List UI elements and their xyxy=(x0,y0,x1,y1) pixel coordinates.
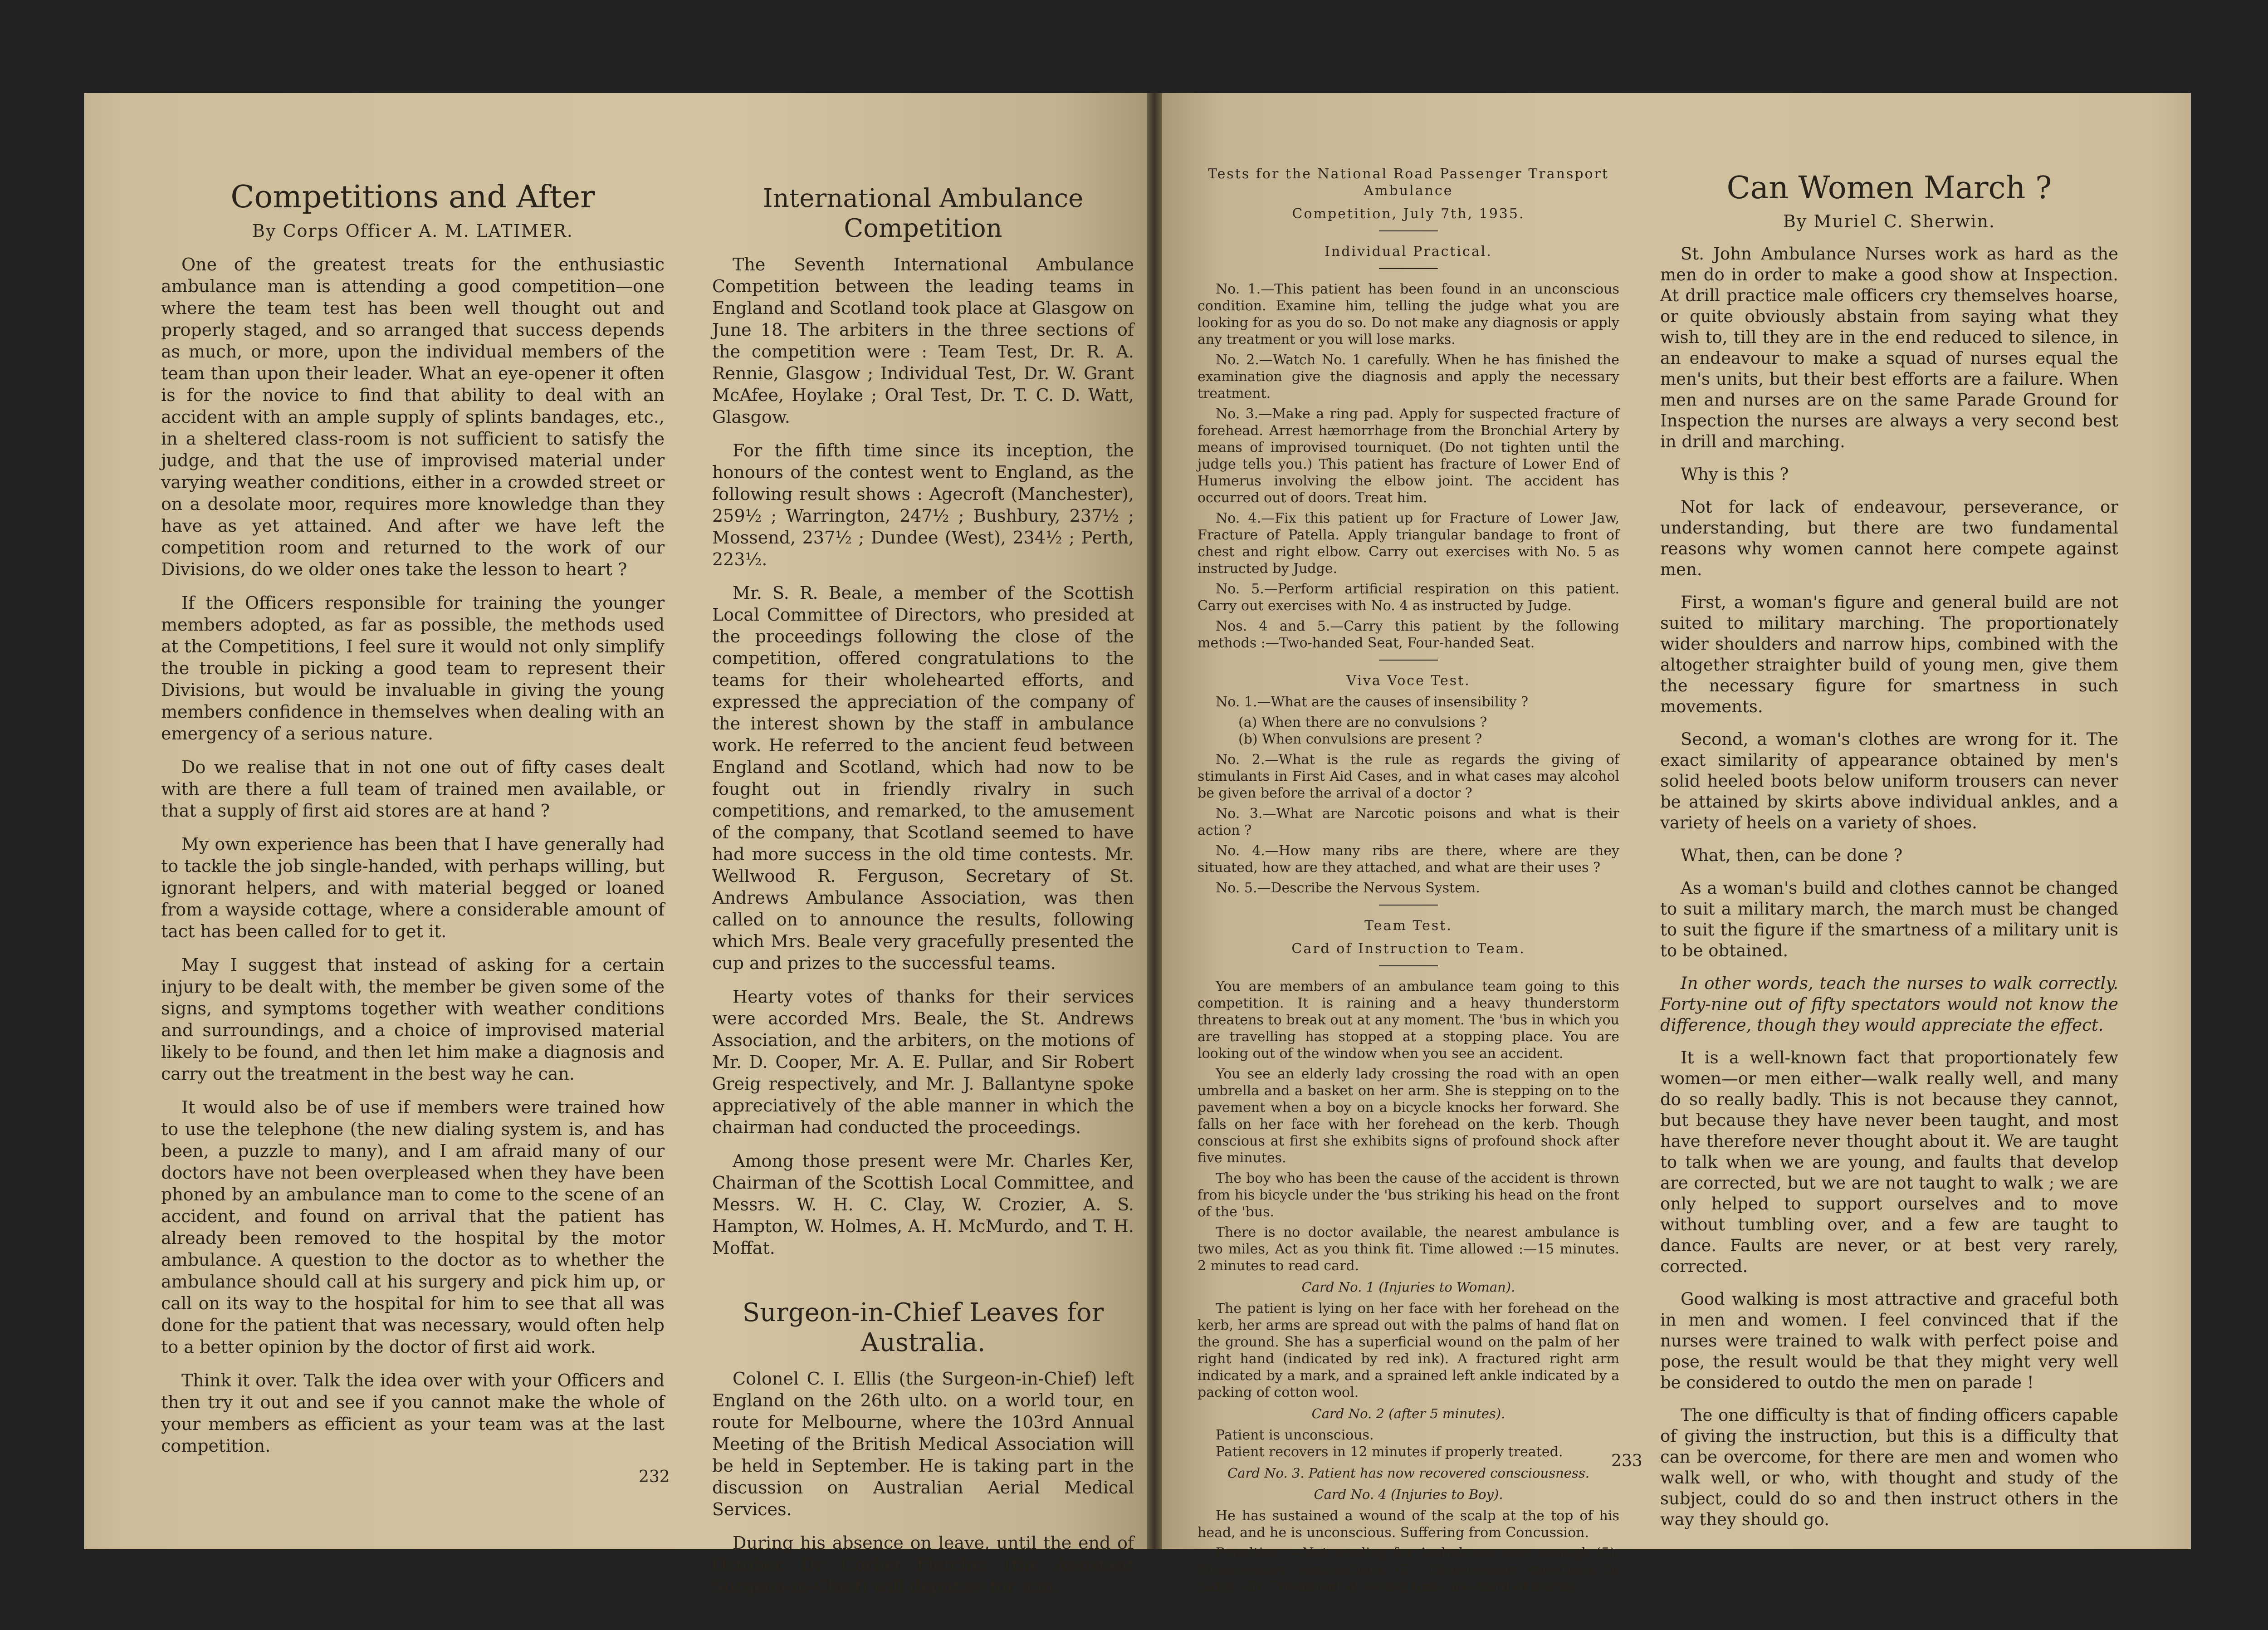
paragraph: If the Officers responsible for training the younger members adopted, as far as possible, the methods used at the Competitions, I feel sure it would not only simplify the trouble in picking a good team to represent their Divisions, but would be invaluable in giving the young members confidence in themselves when dealing with an emergency of a serious nature. xyxy=(161,593,665,744)
paragraph: May I suggest that instead of asking for a certain injury to be dealt with, the member be given some of the signs, and symptoms together with weather conditions and surroundings, and a choice of improvised material likely to be found, and then let him make a diagnosis and carry out the treatment in the best way he can. xyxy=(161,955,665,1084)
test-item: (b) When convulsions are present ? xyxy=(1238,731,1482,747)
paragraph: It would also be of use if members were trained how to use the telephone (the new dialing system is, and has been, a puzzle to many), and I am afraid many of our doctors have not been overpleased when they have been phoned by an ambulance man to come to the scene of an accident, and found on arrival that the patient has already been removed to the hospital by the motor ambulance. A question to the doctor as to whether the ambulance should call at his surgery and pick him up, or call on its way to the hospital for him to see that all was done for the patient that was necessary, would often help to a better opinion by the doctor of first aid work. xyxy=(161,1097,665,1357)
team-paragraph: The boy who has been the cause of the accident is thrown from his bicycle under the 'bus striking his head on the front of the 'bus. xyxy=(1198,1170,1619,1220)
test-item: No. 4.—How many ribs are there, where are they situated, how are they attached, and what are their uses ? xyxy=(1198,843,1619,876)
team-paragraph: There is no doctor available, the nearest ambulance is two miles, Act as you think fit. Time allowed :—15 minutes. 2 minutes to read card. xyxy=(1198,1224,1619,1274)
paragraph: The one difficulty is that of finding officers capable of giving the instruction, but this is a difficulty that can be overcome, for there are men and women who walk well, or who, with thought and study of the subject, could do so and then instruct others in the way they should go. xyxy=(1660,1405,2118,1529)
test-item: No. 4.—Fix this patient up for Fracture of Lower Jaw, Fracture of Patella. Apply triangular bandage to front of chest and right elbow. Carry out exercises with No. 5 as instructed by Judge. xyxy=(1198,510,1619,577)
article-title: International Ambulance Competition xyxy=(763,184,1084,243)
divider xyxy=(1379,905,1438,906)
competition-tests xyxy=(1198,166,1619,1599)
test-item: No. 5.—Describe the Nervous System. xyxy=(1216,880,1480,896)
card-heading: Card No. 2 (after 5 minutes). xyxy=(1311,1406,1505,1421)
card-heading: Card No. 4 (Injuries to Boy). xyxy=(1314,1487,1503,1502)
paragraph: Do we realise that in not one out of fifty cases dealt with are there a full team of trained men available, or that a supply of first aid stores are at hand ? xyxy=(161,757,665,821)
paragraph: My own experience has been that I have generally had to tackle the job single-handed, with perhaps willing, but ignorant helpers, and with material begged or loaned from a wayside cottage, where a considerable amount of tact has been called for to get it. xyxy=(161,834,665,941)
paragraph: During his absence on leave, until the end of October, Dr. Corbet Fletcher (the Assistant Surgeon-in-Chief) will deputise for him. xyxy=(712,1533,1134,1596)
paragraph: What, then, can be done ? xyxy=(1681,846,1903,865)
article-byline: By Muriel C. Sherwin. xyxy=(1783,211,1996,231)
section-subheading: Card of Instruction to Team. xyxy=(1291,941,1525,957)
section-heading: Individual Practical. xyxy=(1325,244,1492,259)
paragraph: Colonel C. I. Ellis (the Surgeon-in-Chief) left England on the 26th ulto. on a world tour, en route for Melbourne, where the 103rd Annual Meeting of the British Medical Association will be held in September. He is taking part in the discussion on Australian Aerial Medical Services. xyxy=(712,1369,1134,1519)
divider xyxy=(1379,268,1438,269)
italic-paragraph: In other words, teach the nurses to walk correctly. Forty-nine out of fifty spectators would not know the difference, though they would appreciate the effect. xyxy=(1660,974,2118,1035)
divider xyxy=(1379,230,1438,231)
card-heading: Card No. 1 (Injuries to Woman). xyxy=(1301,1279,1515,1295)
test-item: No. 1.—What are the causes of insensibility ? xyxy=(1216,694,1529,710)
section-heading: Viva Voce Test. xyxy=(1346,673,1471,689)
test-item: No. 3.—Make a ring pad. Apply for suspected fracture of forehead. Arrest hæmorrhage from the Bronchial Artery by means of improvised tourniquet. (Do not tighten until the judge tells you.) This patient has fracture of Lower End of Humerus involving the elbow joint. The accident has occurred out of doors. Treat him. xyxy=(1198,406,1619,506)
penalties-text: Penalties :—Not sending for Ambulance soon enough (5). Unnecessary explanations (5). Unnecessary questions to Judge (5). Treatment of wrong limb one-third of marks. xyxy=(1198,1545,1619,1595)
article-title: Surgeon-in-Chief Leaves for Australia. xyxy=(742,1298,1104,1357)
article-title: Can Women March ? xyxy=(1726,170,2052,206)
paragraph: Among those present were Mr. Charles Ker, Chairman of the Scottish Local Committee, and Messrs. W. H. C. Clay, W. Crozier, A. S. Hampton, W. Holmes, A. H. McMurdo, and T. H. Moffat. xyxy=(712,1151,1134,1258)
test-item: (a) When there are no convulsions ? xyxy=(1238,715,1487,730)
divider xyxy=(1379,660,1438,661)
section-heading: Team Test. xyxy=(1364,918,1452,934)
team-paragraph: You see an elderly lady crossing the road with an open umbrella and a basket on her arm. She is stepping on to the pavement when a boy on a bicycle knocks her forward. She falls on her face with her forehead on the kerb. Though conscious at first she exhibits signs of profound shock after five minutes. xyxy=(1198,1066,1619,1166)
article-byline: By Corps Officer A. M. LATIMER. xyxy=(252,221,573,241)
test-item: No. 3.—What are Narcotic poisons and what is their action ? xyxy=(1198,806,1619,838)
paragraph: It is a well-known fact that proportionately few women—or men either—walk really well, and many do so really badly. This is not because they cannot, but because they have never been taught, and most have therefore never thought about it. We are taught to talk when we are young, and faults that develop are corrected, but we are not taught to walk ; we are only helped to support ourselves and to move without tumbling over, and a few are taught to dance. Faults are never, or at best very rarely, corrected. xyxy=(1660,1048,2118,1276)
card-text: The patient is lying on her face with her forehead on the kerb, her arms are spread out with the palms of hand flat on the ground. She has a superficial wound on the palm of her right hand (indicated by red ink). A fractured right arm indicated by a mark, and a sprained left ankle indicated by a packing of cotton wool. xyxy=(1198,1301,1619,1400)
card-text: Patient is unconscious. xyxy=(1216,1427,1374,1443)
paragraph: For the fifth time since its inception, the honours of the contest went to England, as the following result shows : Agecroft (Manchester), 259½ ; Warrington, 247½ ; Bushbury, 237½ ; Mossend, 237½ ; Dundee (West), 234½ ; Perth, 223½. xyxy=(712,441,1134,569)
test-item: Nos. 4 and 5.—Carry this patient by the following methods :—Two-handed Seat, Four-handed Seat. xyxy=(1198,618,1619,651)
paragraph: Second, a woman's clothes are wrong for it. The exact similarity of appearance obtained by men's solid heeled boots below uniform trousers can never be attained by skirts above individual ankles, and a variety of heels on a variety of shoes. xyxy=(1660,729,2118,832)
card-text: Patient recovers in 12 minutes if properly treated. xyxy=(1216,1444,1563,1460)
team-paragraph: You are members of an ambulance team going to this competition. It is raining and a heavy thunderstorm threatens to break out at any moment. The 'bus in which you are travelling has stopped at a stopping place. You are looking out of the window when you see an accident. xyxy=(1198,979,1619,1062)
article-international-competition xyxy=(712,184,1134,1609)
paragraph: Good walking is most attractive and graceful both in men and women. I feel convinced that if the nurses were trained to walk with perfect poise and pose, the result would be that they might very well be considered to outdo the men on parade ! xyxy=(1660,1289,2118,1392)
article-can-women-march xyxy=(1660,170,2118,1542)
page-number: 233 xyxy=(1611,1452,1642,1470)
card-heading: Card No. 3. Patient has now recovered consciousness. xyxy=(1227,1465,1589,1481)
article-title: Competitions and After xyxy=(230,179,595,215)
book-gutter xyxy=(1147,93,1162,1549)
test-item: No. 2.—What is the rule as regards the giving of stimulants in First Aid Cases, and in what cases may alcohol be given before the arrival of a doctor ? xyxy=(1198,752,1619,801)
page-number: 232 xyxy=(639,1468,670,1486)
paragraph: Think it over. Talk the idea over with your Officers and then try it out and see if you cannot make the whole of your members as efficient as your team was at the last competition. xyxy=(161,1371,665,1456)
paragraph: Mr. S. R. Beale, a member of the Scottish Local Committee of Directors, who presided at the proceedings following the close of the competition, offered congratulations to the teams for their wholehearted efforts, and expressed the appreciation of the company of the interest shown by the staff in ambulance work. He referred to the ancient feud between England and Scotland, which had now to be fought out in friendly rivalry in such competitions, and remarked, to the amusement of the company, that Scotland seemed to have had more success in the old time contests. Mr. Wellwood R. Ferguson, Secretary of St. Andrews Ambulance Association, was then called on to announce the results, following which Mrs. Beale very gracefully presented the cup and prizes to the successful teams. xyxy=(712,583,1134,973)
divider xyxy=(1379,965,1438,966)
paragraph: The Seventh International Ambulance Competition between the leading teams in England and Scotland took place at Glasgow on June 18. The arbiters in the three sections of the competition were : Team Test, Dr. R. A. Rennie, Glasgow ; Individual Test, Dr. W. Grant McAfee, Hoylake ; Oral Test, Dr. T. C. D. Watt, Glasgow. xyxy=(712,255,1134,427)
test-item: No. 5.—Perform artificial respiration on this patient. Carry out exercises with No. 4 as instructed by Judge. xyxy=(1198,581,1619,614)
article-competitions-and-after xyxy=(161,179,665,1468)
card-text: He has sustained a wound of the scalp at the top of his head, and he is unconscious. Suffering from Concussion. xyxy=(1198,1508,1619,1541)
paragraph: One of the greatest treats for the enthusiastic ambulance man is attending a good competition—one where the team test has been well thought out and properly staged, and so arranged that success depends as much, or more, upon the individual members of the team than upon their leader. What an eye-opener it often is for the novice to find that ability to deal with an accident with an ample supply of splints bandages, etc., in a sheltered class-room is not sufficient to satisfy the judge, and that the use of improvised material under varying weather conditions, either in a crowded street or on a desolate moor, requires more knowledge than they have as yet attained. And after we have left the competition room and returned to the work of our Divisions, do we older ones take the lesson to heart ? xyxy=(161,255,665,579)
paragraph: Why is this ? xyxy=(1681,465,1789,484)
paragraph: First, a woman's figure and general build are not suited to military marching. The proportionately wider shoulders and narrow hips, combined with the altogether straighter build of young men, give them the necessary figure for smartness in such movements. xyxy=(1660,592,2118,716)
paragraph: Not for lack of endeavour, perseverance, or understanding, but there are two fundamental reasons why women cannot here compete against men. xyxy=(1660,497,2118,579)
tests-heading: Tests for the National Road Passenger Transport Ambulance xyxy=(1207,166,1609,199)
paragraph: Hearty votes of thanks for their services were accorded Mrs. Beale, the St. Andrews Association, and the arbiters, on the motions of Mr. D. Cooper, Mr. A. E. Pullar, and Sir Robert Greig respectively, and Mr. J. Ballantyne spoke appreciatively of the able manner in which the chairman had conducted the proceedings. xyxy=(712,987,1134,1137)
paragraph: As a woman's build and clothes cannot be changed to suit a military march, the march must be changed to suit the figure if the smartness of a military unit is to be obtained. xyxy=(1660,878,2118,960)
test-item: No. 2.—Watch No. 1 carefully. When he has finished the examination give the diagnosis and apply the necessary treatment. xyxy=(1198,352,1619,401)
tests-heading-date: Competition, July 7th, 1935. xyxy=(1292,206,1525,222)
test-item: No. 1.—This patient has been found in an unconscious condition. Examine him, telling the judge what you are looking for as you do so. Do not make any diagnosis or apply any treatment or you will lose marks. xyxy=(1198,281,1619,348)
paragraph: St. John Ambulance Nurses work as hard as the men do in order to make a good show at Inspection. At drill practice male officers cry themselves hoarse, or quite obviously abstain from saying what they wish to, till they are in the end reduced to silence, in an endeavour to make a squad of nurses equal the men's units, but their best efforts are a failure. When men and nurses are on the same Parade Ground for Inspection the nurses are always a very second best in drill and marching. xyxy=(1660,244,2118,451)
